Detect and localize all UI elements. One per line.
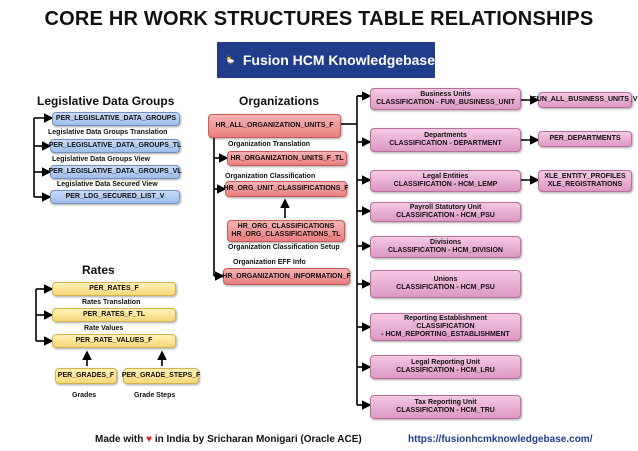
org-box-hr-organization-information-f: HR_ORGANIZATION_INFORMATION_F	[223, 268, 350, 285]
org-label-classification-setup: Organization Classification Setup	[228, 244, 340, 251]
rates-box-per-grade-steps-f: PER_GRADE_STEPS_F	[123, 368, 199, 384]
brand-banner	[217, 42, 435, 78]
org-box-hr-org-classifications	[227, 220, 345, 242]
classification-box	[370, 270, 521, 298]
classification-line1: Unions	[433, 276, 458, 283]
organizations-heading: Organizations	[239, 94, 320, 108]
footer-author: in India by Sricharan Monigari (Oracle ACE)	[154, 434, 362, 445]
ldg-label-secured-view: Legislative Data Secured View	[57, 181, 158, 188]
classification-line1: Departments	[424, 132, 467, 139]
page-title: CORE HR WORK STRUCTURES TABLE RELATIONSHIPS	[44, 8, 594, 30]
footer-made-with: Made with	[95, 434, 144, 445]
rates-box-per-rate-values-f: PER_RATE_VALUES_F	[52, 334, 176, 348]
classification-line3: - HCM_REPORTING_ESTABLISHMENT	[381, 331, 510, 338]
right-table-line2: XLE_REGISTRATIONS	[547, 181, 623, 188]
right-table-box	[532, 92, 638, 108]
classification-line1: Legal Entities	[422, 173, 469, 180]
classification-box	[370, 236, 521, 258]
classification-line1: Reporting Establishment	[404, 315, 487, 322]
right-table-line1: FUN_ALL_BUSINESS_UNITS_V	[532, 96, 638, 103]
classification-line2: CLASSIFICATION - DEPARTMENT	[389, 140, 502, 147]
classification-line1: Payroll Statutory Unit	[409, 204, 482, 211]
footer-url[interactable]: https://fusionhcmknowledgebase.com/	[408, 434, 593, 445]
rates-heading: Rates	[82, 263, 115, 277]
classification-line2: CLASSIFICATION - HCM_PSU	[396, 212, 495, 219]
right-table-line1: PER_DEPARTMENTS	[549, 135, 621, 142]
classification-line1: Legal Reporting Unit	[411, 359, 480, 366]
rates-label-grade-steps: Grade Steps	[134, 392, 176, 399]
rates-label-translation: Rates Translation	[82, 299, 141, 306]
classification-line2: CLASSIFICATION - HCM_PSU	[396, 284, 495, 291]
org-box-hr-organization-units-f-tl: HR_ORGANIZATION_UNITS_F_TL	[227, 151, 347, 166]
ldg-box-per-legislative-data-groups-vl: PER_LEGISLATIVE_DATA_GROUPS_VL	[50, 165, 180, 179]
classification-box	[370, 88, 521, 110]
classification-line2: CLASSIFICATION - HCM_DIVISION	[388, 247, 503, 254]
org-label-eff-info: Organization EFF Info	[233, 259, 306, 266]
right-table-line1: XLE_ENTITY_PROFILES	[544, 173, 626, 180]
classification-box	[370, 355, 521, 379]
right-table-box	[538, 170, 632, 192]
classification-line1: Tax Reporting Unit	[414, 399, 477, 406]
classification-line2: CLASSIFICATION	[416, 323, 475, 330]
ldg-box-per-legislative-data-groups: PER_LEGISLATIVE_DATA_GROUPS	[52, 112, 180, 126]
legislative-heading: Legislative Data Groups	[37, 94, 175, 108]
ldg-box-per-ldg-secured-list-v: PER_LDG_SECURED_LIST_V	[50, 190, 180, 204]
org-box-hr-org-unit-classifications-f: HR_ORG_UNIT_CLASSIFICATIONS_F	[225, 181, 347, 197]
org-label-translation: Organization Translation	[228, 141, 311, 148]
org-box-line-classifications-tl: HR_ORG_CLASSIFICATIONS_TL	[231, 231, 341, 238]
banner-text: Fusion HCM Knowledgebase	[242, 52, 435, 68]
rates-box-per-rates-f: PER_RATES_F	[52, 282, 176, 296]
ldg-label-view: Legislative Data Groups View	[52, 156, 150, 163]
rates-box-per-rates-f-tl: PER_RATES_F_TL	[52, 308, 176, 322]
classification-box	[370, 128, 521, 152]
classification-line2: CLASSIFICATION - FUN_BUSINESS_UNIT	[376, 99, 515, 106]
classification-line1: Business Units	[420, 91, 471, 98]
rates-label-grades: Grades	[72, 392, 97, 399]
right-table-box	[538, 131, 632, 147]
classification-box	[370, 395, 521, 419]
classification-box	[370, 313, 521, 341]
classification-line2: CLASSIFICATION - HCM_LEMP	[393, 181, 498, 188]
rates-label-values: Rate Values	[84, 325, 124, 332]
classification-box	[370, 202, 521, 222]
classification-line2: CLASSIFICATION - HCM_TRU	[396, 407, 495, 414]
org-label-classification: Organization Classification	[225, 173, 316, 180]
rates-box-per-grades-f: PER_GRADES_F	[55, 368, 117, 384]
org-box-hr-all-organization-units-f: HR_ALL_ORGANIZATION_UNITS_F	[208, 114, 341, 138]
heart-icon: ♥	[146, 434, 153, 445]
classification-line1: Divisions	[429, 239, 462, 246]
ldg-box-per-legislative-data-groups-tl: PER_LEGISLATIVE_DATA_GROUPS_TL	[50, 139, 180, 153]
classification-line2: CLASSIFICATION - HCM_LRU	[396, 367, 495, 374]
org-box-line-classifications: HR_ORG_CLASSIFICATIONS	[237, 223, 335, 230]
ldg-label-translation: Legislative Data Groups Translation	[48, 129, 168, 136]
footer-credit	[95, 434, 362, 445]
cloud-sun-icon	[225, 46, 235, 74]
classification-box	[370, 170, 521, 192]
